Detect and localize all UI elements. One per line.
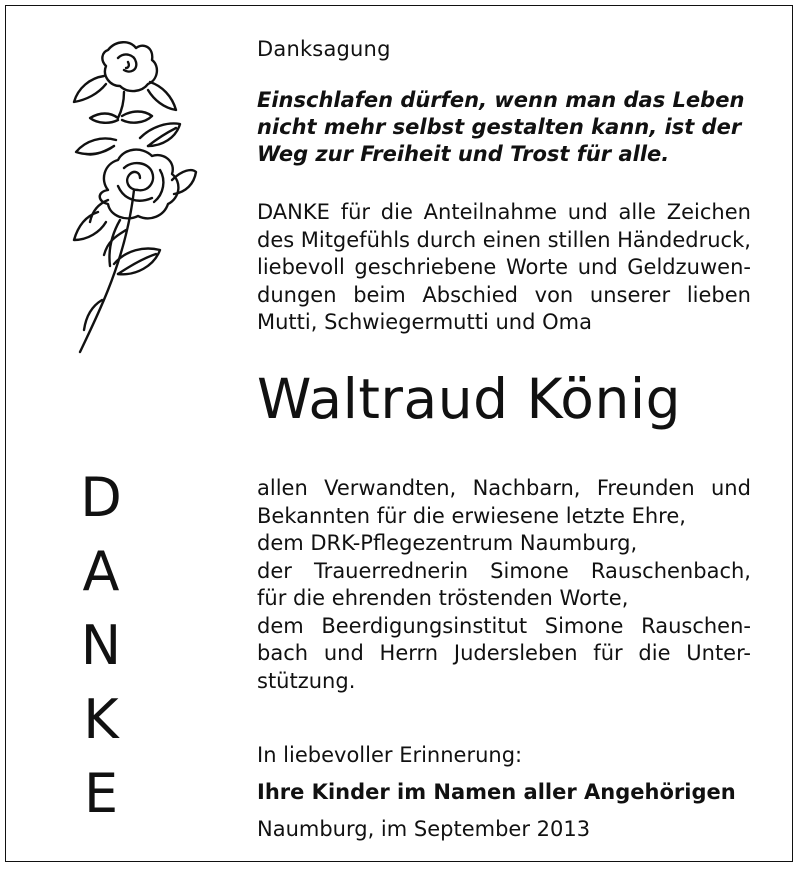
word: Rauschen- (641, 613, 751, 638)
word: unserer (589, 282, 671, 307)
word: allen (257, 476, 308, 500)
danke-letter: N (80, 614, 122, 677)
word: Trauerrednerin (313, 558, 469, 583)
word: stillen (547, 227, 611, 252)
word: lieben (686, 282, 751, 307)
word: Judersleben (453, 641, 578, 665)
thanks-line (257, 227, 751, 255)
word: Anteilnahme (423, 200, 558, 224)
word: Nachbarn, (472, 476, 581, 500)
recipients-paragraph (257, 475, 751, 695)
word: DANKE (257, 200, 330, 224)
heading: Danksagung (257, 37, 391, 61)
place-date-line: Naumburg, im September 2013 (257, 817, 591, 841)
word: und (577, 255, 618, 279)
remembrance-line: In liebevoller Erinnerung: (257, 743, 523, 767)
word: einen (482, 227, 542, 252)
quote-line: nicht mehr selbst gestalten kann, ist der (257, 115, 742, 139)
word: Simone (490, 558, 569, 583)
danke-letter: K (83, 688, 119, 751)
recipients-line (257, 668, 751, 696)
danke-letter: E (83, 762, 119, 825)
thanks-line (257, 309, 751, 337)
word: und (323, 641, 364, 665)
recipients-line (257, 585, 751, 613)
danke-letter: D (80, 466, 122, 529)
word: liebevoll (257, 255, 345, 279)
thanks-line (257, 254, 751, 282)
word: Simone (544, 613, 624, 638)
recipients-line (257, 558, 751, 586)
word: die (638, 641, 671, 665)
word: dem (257, 613, 304, 638)
closing (257, 737, 757, 848)
obituary-notice (5, 5, 793, 862)
word: beim (353, 282, 406, 307)
word: Mutti, Schwiegermutti und Oma (257, 310, 592, 334)
word: und (711, 476, 751, 500)
recipients-line (257, 475, 751, 503)
word: Mitgefühls (300, 227, 410, 252)
word: Geldzuwen- (627, 255, 751, 279)
word: Unter- (686, 641, 751, 665)
word: Herrn (379, 641, 439, 665)
quote-line: Weg zur Freiheit und Trost für alle. (257, 142, 670, 166)
word: Verwandten, (324, 476, 457, 500)
word: des (257, 227, 295, 252)
recipients-line (257, 530, 751, 558)
word: durch (416, 227, 477, 252)
danke-letter: A (82, 540, 120, 603)
thanks-line (257, 282, 751, 310)
word: alle (618, 200, 656, 224)
recipients-line (257, 640, 751, 668)
quote-line: Einschlafen dürfen, wenn man das Leben (257, 88, 745, 112)
word: dungen (257, 282, 337, 307)
word: Beerdigungsinstitut (321, 613, 528, 638)
word: und (567, 200, 608, 224)
word: Abschied (422, 282, 518, 307)
word: von (534, 282, 574, 307)
deceased-name: Waltraud König (257, 367, 682, 431)
danke-vertical (76, 461, 126, 831)
word: Händedruck, (617, 227, 751, 252)
word: der (257, 558, 292, 583)
recipients-line (257, 503, 751, 531)
word: Bekannten für die erwiesene letzte Ehre, (257, 503, 686, 528)
word: die (380, 200, 413, 224)
word: Rauschenbach, (590, 558, 751, 583)
signature-line: Ihre Kinder im Namen aller Angehörigen (257, 780, 736, 804)
word: Zeichen (666, 200, 751, 224)
word: bach (257, 641, 309, 665)
word: Worte (505, 255, 569, 279)
rose-icon (68, 40, 198, 355)
word: dem DRK-Pflegezentrum Naumburg, (257, 531, 638, 555)
thanks-line (257, 199, 751, 227)
recipients-line (257, 613, 751, 641)
word: für (340, 200, 371, 224)
word: geschriebene (354, 255, 497, 279)
thanks-paragraph (257, 199, 751, 337)
word: für (593, 641, 623, 665)
word: Freunden (596, 476, 695, 500)
quote (257, 87, 777, 168)
word: stützung. (257, 668, 356, 693)
word: für die ehrenden tröstenden Worte, (257, 586, 629, 610)
